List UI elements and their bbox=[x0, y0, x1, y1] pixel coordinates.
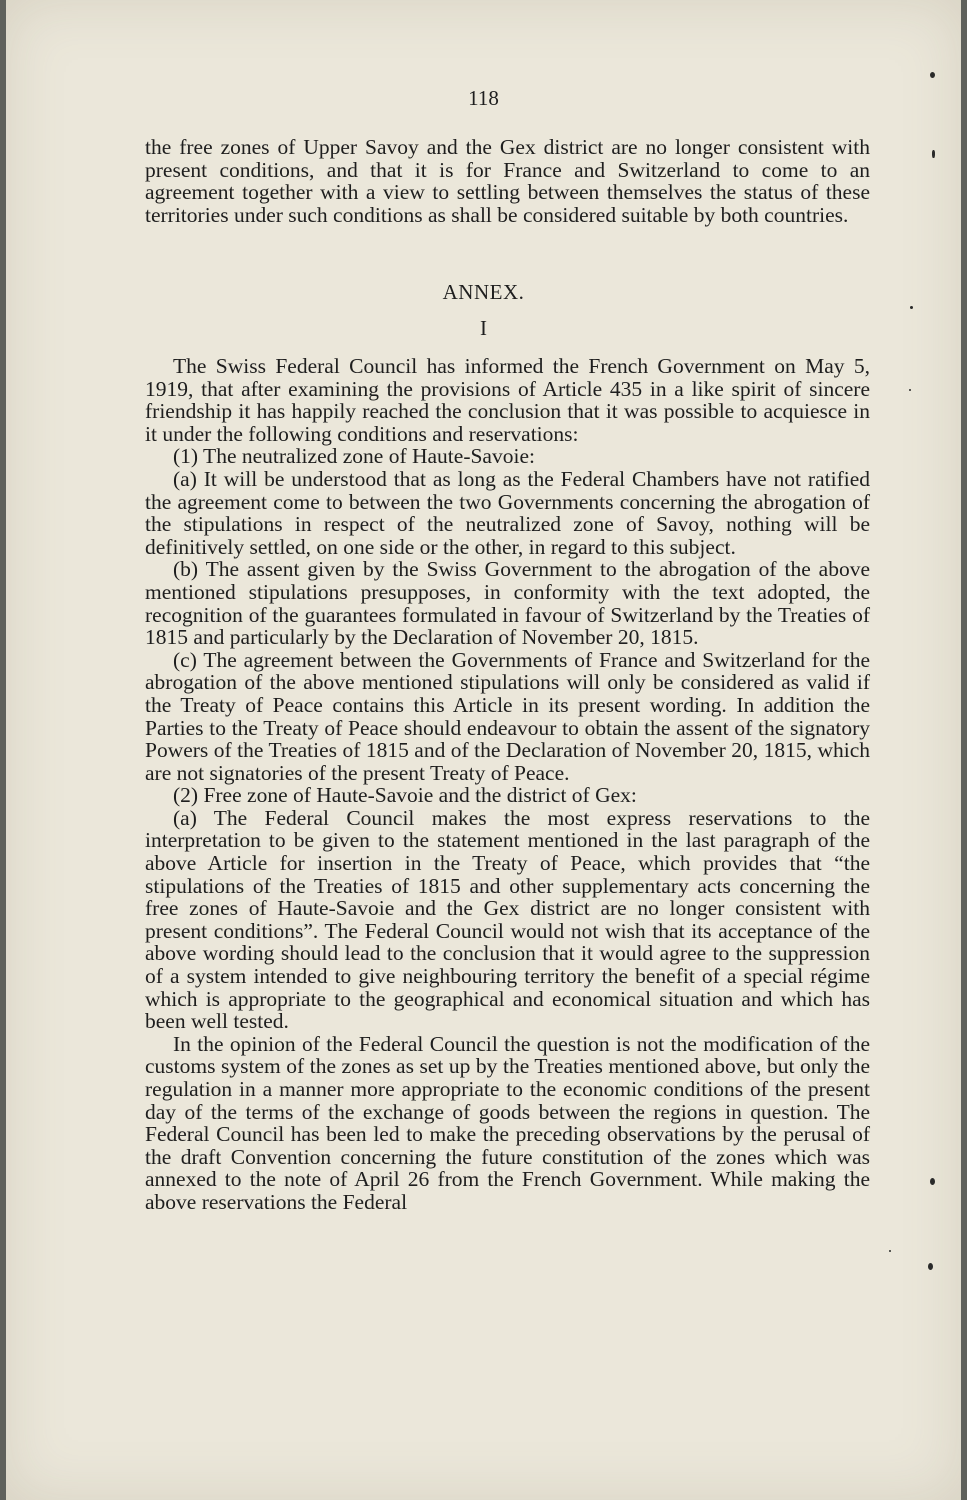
scan-speck bbox=[909, 389, 911, 391]
scan-speck bbox=[932, 150, 935, 158]
annex-paragraph: (c) The agreement between the Governments of France and Switzerland for the abrogation of the above mentioned stipulations will only be considered as valid if the Treaty of Peace contains this Article in its present wording. In addition the Parties to the Treaty of Peace should endeavour to obtain the assent of the signatory Powers of the Treaties of 1815 and of the Declaration of November 20, 1815, which are not signatories of the present Treaty of Peace. bbox=[145, 647, 870, 785]
page-number: 118 bbox=[468, 86, 499, 110]
scan-speck bbox=[930, 1178, 935, 1185]
scan-speck bbox=[889, 1250, 891, 1252]
continuation-paragraph bbox=[145, 136, 870, 226]
annex-paragraph: (2) Free zone of Haute-Savoie and the district of Gex: bbox=[173, 783, 637, 808]
annex-paragraph: (b) The assent given by the Swiss Government to the abrogation of the above mentioned stipulations presupposes, in conformity with the text adopted, the recognition of the guarantees formulated in favour of Switzerland by the Treaties of 1815 and particularly by the Declaration of November 20, 1815. bbox=[145, 557, 870, 650]
document-page bbox=[6, 0, 961, 1500]
annex-paragraph: (a) The Federal Council makes the most express reservations to the interpretation to be given to the statement mentioned in the last paragraph of the above Article for insertion in the Treaty of Peace, which provides that “the stipulations of the Treaties of 1815 and other supplementary acts concerning the free zones of Haute-Savoie and the Gex district are no longer consistent with present conditions”. The Federal Council would not wish that its acceptance of the above wording should lead to the conclusion that it would agree to the suppression of a system intended to give neighbouring territory the benefit of a special régime which is appropriate to the geographical and economical situation and which has been well tested. bbox=[145, 805, 870, 1034]
annex-paragraph: (a) It will be understood that as long as the Federal Chambers have not ratified the agreement come to between the two Governments concerning the abrogation of the stipulations in respect of the neutralized zone of Savoy, nothing will be definitively settled, on one side or the other, in regard to this subject. bbox=[145, 466, 870, 559]
section-numeral: I bbox=[480, 316, 487, 340]
scan-speck bbox=[910, 306, 913, 309]
annex-paragraph: (1) The neutralized zone of Haute-Savoie: bbox=[173, 444, 535, 469]
scan-speck bbox=[930, 72, 935, 78]
annex-heading: ANNEX. bbox=[442, 280, 525, 304]
scan-speck bbox=[928, 1263, 933, 1270]
annex-paragraph: The Swiss Federal Council has informed the French Government on May 5, 1919, that after examining the provisions of Article 435 in a like spirit of sincere friendship it has happily reached the conclusion that it was possible to acquiesce in it under the following conditions and reservations: bbox=[145, 354, 870, 446]
continuation-text: the free zones of Upper Savoy and the Gex district are no longer consistent with present conditions, and that it is for France and Switzerland to come to an agreement together with a view to settling between themselves the status of these territories under such conditions as shall be considered suitable by both countries. bbox=[145, 135, 870, 227]
annex-body bbox=[145, 355, 870, 1214]
annex-paragraph: In the opinion of the Federal Council the question is not the modification of the customs system of the zones as set up by the Treaties mentioned above, but only the regulation in a manner more appropriate to the economic conditions of the present day of the terms of the exchange of goods between the regions in question. The Federal Council has been led to make the preceding observations by the perusal of the draft Convention concerning the future constitution of the zones which was annexed to the note of April 26 from the French Government. While making the above reservations the Federal bbox=[145, 1031, 870, 1214]
